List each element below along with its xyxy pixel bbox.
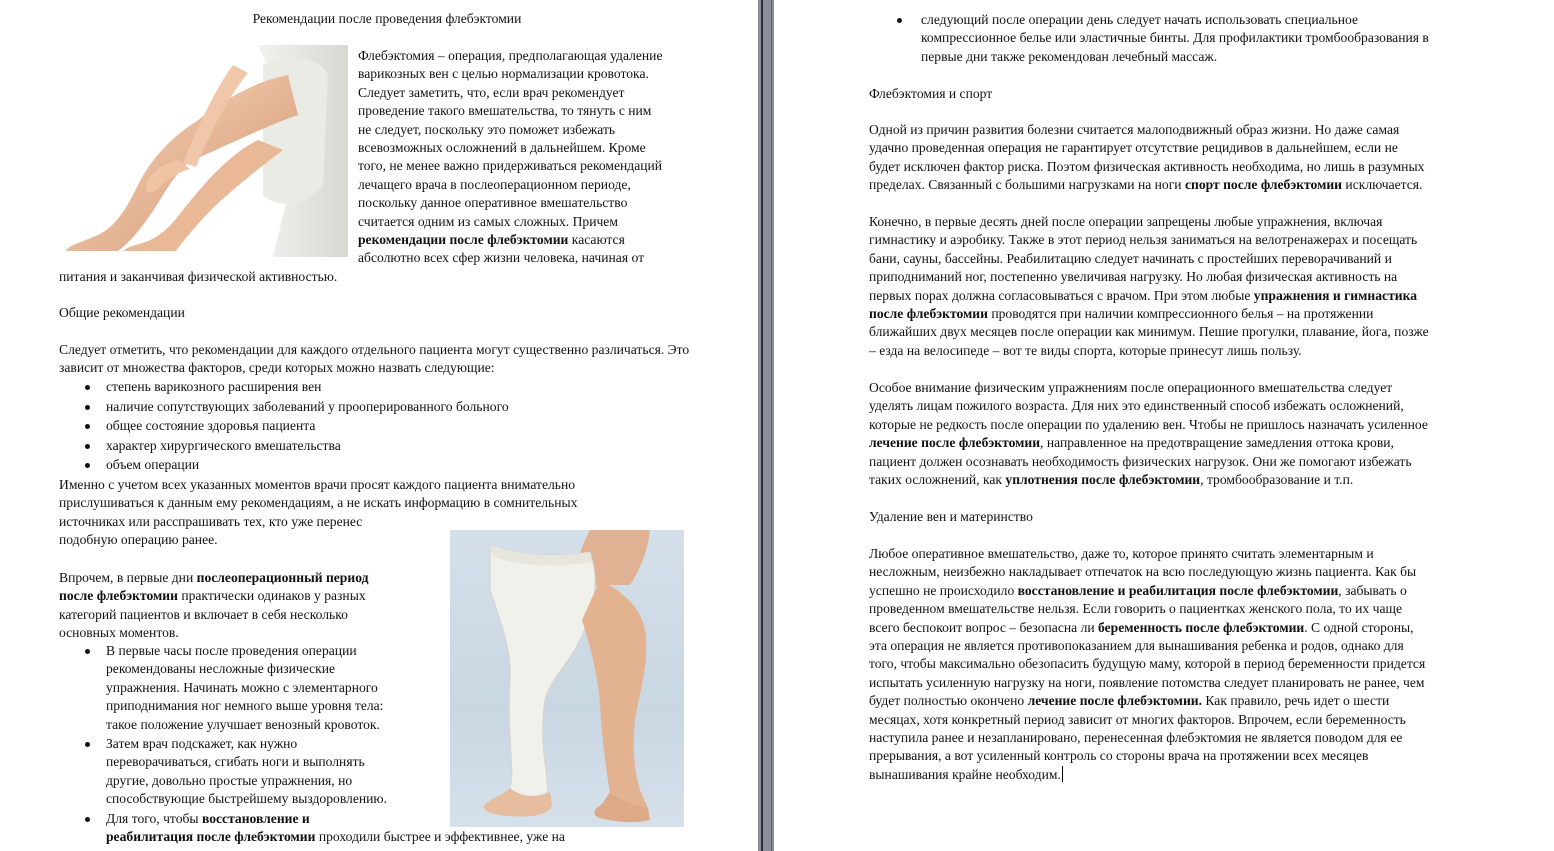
paragraph-text: проходили быстрее и эффективнее, уже на: [315, 829, 565, 845]
section-heading-sport: Флебэктомия и спорт: [869, 86, 993, 101]
continued-list: [871, 11, 1551, 66]
paragraph-line: категорий пациентов и включает в себя несколько: [59, 606, 348, 622]
paragraph-line: которые не редкость после операции по удалению вен. Чтобы не пришлось назначать усиленное: [869, 416, 1428, 432]
paragraph-text: практически одинаков у разных: [177, 588, 366, 604]
paragraph-line: [869, 619, 1549, 637]
intro-line: варикозных вен с целью нормализации кровотока.: [358, 66, 649, 82]
intro-line: питания и заканчивая физической активностью.: [59, 269, 338, 284]
paragraph-text: Как правило, речь идет о шести: [1202, 693, 1390, 709]
paragraph-text: пределах. Связанный с большими нагрузками на ноги: [869, 177, 1185, 193]
paragraph-text: проводятся при наличии компрессионного белья – на протяжении: [987, 306, 1374, 322]
document-page-left[interactable]: [0, 0, 758, 851]
paragraph-text: . С одной стороны,: [1304, 619, 1414, 635]
paragraph-line: гимнастику и аэробику. Также в этот период нельзя заниматься на велотренажерах и посещать: [869, 232, 1418, 248]
keyword-bold: послеоперационный период: [196, 570, 369, 585]
intro-line: считается одним из самых сложных. Причем: [358, 213, 618, 229]
list-item: [59, 735, 749, 809]
paragraph-line: проведенном вмешательстве нельзя. Если говорить о пациентках женского пола, то их чаще: [869, 601, 1402, 617]
intro-line: того, не менее важно придерживаться рекомендаций: [358, 158, 663, 174]
keyword-bold: восстановление и реабилитация после флебэктомии: [1017, 582, 1339, 598]
paragraph-text: , направленное на предотвращение замедления оттока крови,: [1040, 435, 1394, 451]
sport-paragraph-1: [869, 121, 1549, 195]
intro-line: не следует, поскольку это поможет избежать: [358, 121, 616, 137]
general-paragraph: Следует отметить, что рекомендации для каждого отдельного пациента могут существенно различаться. Это зависит от множества факторов, среди которых можно назвать следующие:: [59, 342, 690, 376]
list-item: характер хирургического вмешательства: [59, 437, 739, 455]
list-item-line: переворачиваться, сгибать ноги и выполнять: [106, 754, 365, 770]
document-page-right[interactable]: [774, 0, 1554, 851]
postop-paragraph: [59, 569, 439, 643]
paragraph-line: Особое внимание физическим упражнениям после операционного вмешательства следует: [869, 380, 1393, 395]
paragraph-line: [869, 305, 1549, 323]
list-item-line: следующий после операции день следует начать использовать специальное: [921, 12, 1359, 27]
intro-line: Флебэктомия – операция, предполагающая удаление: [358, 48, 663, 63]
text-cursor: [1062, 766, 1063, 782]
sport-paragraph-3: [869, 379, 1549, 489]
keyword-bold: рекомендации после флебэктомии: [358, 232, 569, 248]
paragraph-line: эта операция не является противопоказанием для вынашивания ребенка и родов, однако для: [869, 638, 1404, 654]
keyword-bold: спорт после флебэктомии: [1184, 177, 1343, 193]
page-edge-line: [771, 0, 772, 851]
keyword-bold: лечение после флебэктомии: [869, 435, 1041, 451]
paragraph-line: [869, 287, 1549, 305]
paragraph-text: исключается.: [1342, 177, 1423, 193]
list-item: степень варикозного расширения вен: [59, 378, 739, 396]
intro-line: лечащего врача в послеоперационном периоде,: [358, 176, 631, 192]
document-title: Рекомендации после проведения флебэктомии: [252, 11, 522, 26]
list-item-line: другие, довольно простые упражнения, но: [106, 772, 353, 788]
paragraph-line: [869, 434, 1549, 452]
paragraph-line: удачно проведенная операция не гарантирует отсутствие рецидивов в дальнейшем, если не: [869, 140, 1398, 156]
intro-line: Следует заметить, что, если врач рекомендует: [358, 84, 625, 100]
keyword-bold: лечение после флебэктомии.: [1027, 693, 1203, 709]
paragraph-line: [59, 569, 439, 587]
legs-illustration: [58, 45, 348, 257]
paragraph-line: уделять лицам пожилого возраста. Для них это единственный способ избежать осложнений,: [869, 398, 1404, 414]
list-item-line: компрессионное белье или эластичные бинты. Для профилактики тромбообразования в: [921, 30, 1429, 46]
sport-paragraph-2: [869, 213, 1549, 360]
keyword-bold: после флебэктомии: [869, 306, 988, 322]
paragraph-text: Для того, чтобы: [106, 810, 202, 826]
paragraph-text: , забывать о: [1338, 582, 1407, 598]
paragraph-text: вынашивания крайне необходим.: [869, 766, 1061, 782]
maternity-paragraph: [869, 545, 1549, 784]
paragraph-line: источниках или расспрашивать тех, кто уже перенес: [59, 513, 363, 529]
paragraph-line: – езда на велосипеде – вот те виды спорта, которые принесут лишь пользу.: [869, 342, 1302, 358]
paragraph-line: месяцах, хотя конкретный период зависит от многих факторов. Впрочем, если беременность: [869, 711, 1406, 727]
paragraph-line: пациент должен осознавать необходимость физических нагрузок. Они же помогают избежать: [869, 453, 1412, 469]
list-item: общее состояние здоровья пациента: [59, 417, 739, 435]
paragraph-text: успешно не происходило: [869, 582, 1018, 598]
paragraph-line: [59, 587, 439, 605]
keyword-bold: реабилитация после флебэктомии: [106, 829, 316, 845]
paragraph-text: Впрочем, в первые дни: [59, 570, 197, 585]
section-heading-maternity: Удаление вен и материнство: [869, 509, 1033, 524]
paragraph-line: ближайших двух месяцев после операции как минимум. Пешие прогулки, плавание, йога, позже: [869, 324, 1429, 340]
list-item-line: первые дни также рекомендован лечебный массаж.: [921, 48, 1218, 64]
page-edge-shadow: [761, 0, 763, 851]
intro-line: абсолютно всех сфер жизни человека, начиная от: [358, 250, 645, 266]
list-item-line: способствующие быстрейшему выздоровлению.: [106, 791, 387, 807]
keyword-bold: беременность после флебэктомии: [1098, 619, 1305, 635]
legs-photo: [58, 45, 348, 257]
list-item: наличие сопутствующих заболеваний у прооперированного больного: [59, 398, 739, 416]
factors-list: [59, 378, 739, 475]
list-item: объем операции: [59, 456, 739, 474]
paragraph-line: того, чтобы максимально обезопасить будущую маму, которой в период беременности придется: [869, 656, 1426, 672]
paragraph-line: бани, сауны, бассейны. Реабилитацию следует начинать с простейших переворачиваний и: [869, 250, 1392, 266]
steps-list: [59, 642, 749, 846]
list-item-line: упражнения. Начинать можно с элементарного: [106, 679, 378, 695]
paragraph-text: таких осложнений, как: [869, 472, 1006, 488]
intro-line: проведение такого вмешательства, то тянуть с ним: [358, 103, 652, 119]
list-item: [59, 642, 749, 734]
intro-line: [358, 231, 738, 249]
paragraph-line: несложным, неизбежно накладывает отпечаток на всю последующую жизнь пациента. Как бы: [869, 564, 1417, 580]
paragraph-line: приподниманий ног, постепенно увеличивая нагрузку. Но любая физическая активность на: [869, 269, 1398, 285]
keyword-bold: уплотнения после флебэктомии: [1005, 472, 1201, 488]
paragraph-line: будет исключен фактор риска. Поэтом физическая активность необходима, но лишь в разумных: [869, 158, 1425, 174]
intro-paragraph: [358, 47, 738, 268]
paragraph-line: подобную операцию ранее.: [59, 532, 218, 548]
list-item: [871, 11, 1551, 66]
list-item-line: [106, 810, 749, 828]
list-item-line: рекомендованы несложные физические: [106, 661, 336, 677]
paragraph-line: Конечно, в первые десять дней после операции запрещены любые упражнения, включая: [869, 214, 1383, 229]
paragraph-line: [869, 176, 1549, 194]
list-item-line: [106, 828, 749, 846]
section-heading-general: Общие рекомендации: [59, 305, 185, 320]
list-item-line: В первые часы после проведения операции: [106, 643, 357, 658]
paragraph-line: [869, 692, 1549, 710]
paragraph-line: [869, 766, 1549, 784]
keyword-bold: упражнения и гимнастика: [1253, 287, 1417, 303]
intro-line: поскольку данное оперативное вмешательство: [358, 195, 628, 211]
list-item-line: Затем врач подскажет, как нужно: [106, 736, 298, 752]
paragraph-line: [869, 582, 1549, 600]
keyword-bold: восстановление и: [201, 810, 310, 826]
paragraph-line: основных моментов.: [59, 625, 179, 641]
keyword-bold: после флебэктомии: [59, 588, 178, 604]
paragraph-line: наступила ранее и незапланировано, перенесенная флебэктомия не является поводом для ее: [869, 730, 1403, 746]
paragraph-text: будет полностью окончено: [869, 693, 1028, 709]
list-item: [59, 810, 749, 847]
paragraph-line: прислушиваться к данным ему рекомендациям, а не искать информацию в сомнительных: [59, 495, 578, 511]
list-item-line: приподнимания ног немного выше уровня тела:: [106, 698, 384, 714]
paragraph-line: Именно с учетом всех указанных моментов врачи просят каждого пациента внимательно: [59, 477, 576, 492]
list-item-line: такое положение улучшает венозный кровоток.: [106, 716, 380, 732]
intro-line: всевозможных осложнений в дальнейшем. Кроме: [358, 140, 646, 156]
paragraph-line: испытать усиленную нагрузку на ноги, появление потомства следует планировать не ранее, чем: [869, 674, 1425, 690]
paragraph-text: первых порах должна согласовываться с врачом. При этом любые: [869, 287, 1254, 303]
page-gutter: [758, 0, 774, 851]
paragraph-text: , тромбообразование и т.п.: [1200, 472, 1354, 488]
paragraph-line: [869, 471, 1549, 489]
paragraph-line: Любое оперативное вмешательство, даже то, которое принято считать элементарным и: [869, 546, 1374, 561]
paragraph-line: прерывания, а вот усиленный контроль со стороны врача на протяжении всех месяцев: [869, 748, 1369, 764]
intro-text: касаются: [568, 232, 625, 248]
paragraph-text: всего беспокоит вопрос – безопасна ли: [869, 619, 1099, 635]
paragraph-line: Одной из причин развития болезни считается малоподвижный образ жизни. Но даже самая: [869, 122, 1400, 137]
